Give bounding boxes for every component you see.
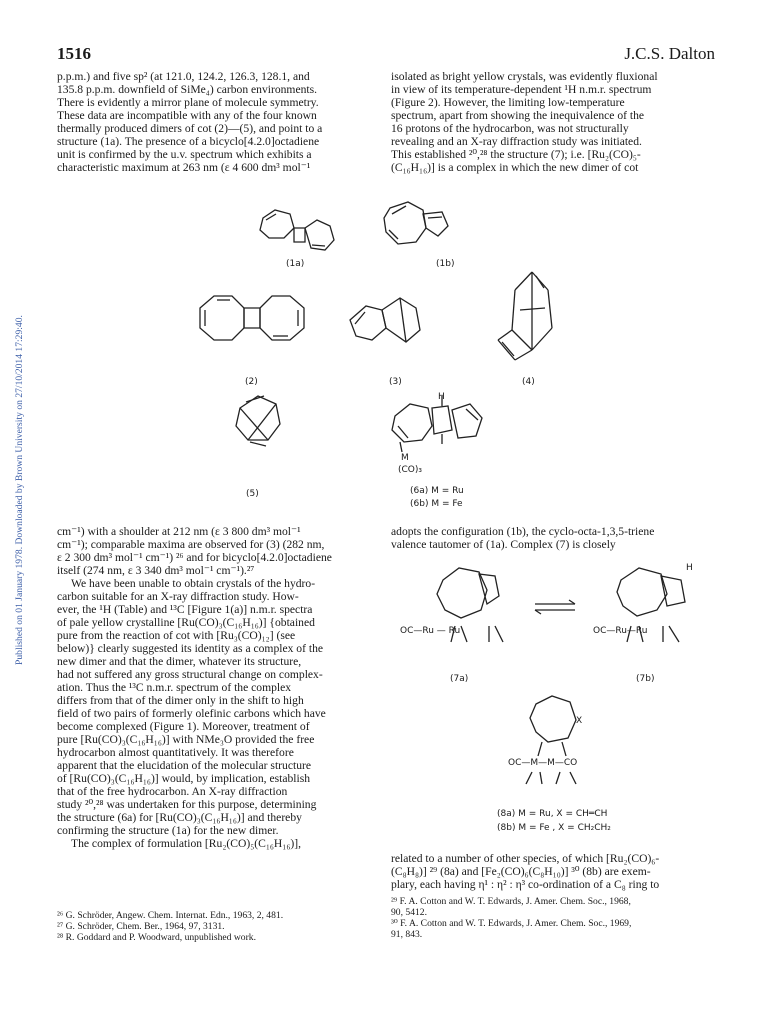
complex-7-figure [395,560,715,680]
text-line: of [Ru(CO)₃(C₁₆H₁₆)] would, by implication, establish [57,772,311,785]
footnote: 91, 843. [391,929,423,940]
text-line: valence tautomer of (1a). Complex (7) is closely [391,538,616,551]
text-line: differs from that of the dimer only in the shift to high [57,694,304,707]
journal-name: J.C.S. Dalton [624,44,715,63]
structure-1b [384,202,448,244]
complex-7a-rudimer: OC—Ru — Ru [400,626,461,636]
text-line: carbon suitable for an X-ray diffraction study. How- [57,590,299,603]
text-line: 16 protons of the hydrocarbon, was not structurally [391,122,629,135]
text-line: the structure (6a) for [Ru(CO)₃(C₁₆H₁₆)] and thereby [57,811,302,824]
text-line: characteristic maximum at 263 nm (ε 4 600 dm³ mol⁻¹ [57,161,311,174]
structure-2 [200,296,304,340]
footnote: ²⁶ G. Schröder, Angew. Chem. Internat. Edn., 1963, 2, 481. [57,910,284,921]
text-line: spectrum, apart from showing the inequivalence of the [391,109,645,122]
download-watermark [14,210,28,770]
text-line: We have been unable to obtain crystals of the hydro- [71,577,316,590]
label-3: (3) [389,377,402,387]
structure-3 [350,298,420,342]
text-line: This established ²⁰,²⁸ the structure (7); i.e. [Ru₂(CO)₅- [391,148,641,161]
text-line: apparent that the elucidation of the molecular structure [57,759,311,772]
label-5: (5) [246,489,259,499]
complex-8-mdimer: OC—M—M—CO [508,758,578,768]
label-6-co: (CO)₃ [398,465,422,475]
text-line: ever, the ¹H (Table) and ¹³C [Figure 1(a)] n.m.r. spectra [57,603,313,616]
complex-7b-rudimer: OC—Ru—Ru [593,626,648,636]
text-line: revealing and an X-ray diffraction study was initiated. [391,135,642,148]
label-6b: (6b) M = Fe [410,499,463,509]
complex-8-x: X [576,716,583,726]
footnotes-left [57,910,375,943]
label-7a: (7a) [450,674,469,684]
text-line: ε 2 300 dm³ mol⁻¹ cm⁻¹) ²⁶ and for bicyclo[4.2.0]octadiene [57,551,332,564]
text-line: that of the free hydrocarbon. An X-ray diffraction [57,785,288,798]
text-line: ation. Thus the ¹³C n.m.r. spectrum of the complex [57,681,292,694]
complex-7b-h: H [686,563,693,573]
footnote: 90, 5412. [391,907,427,918]
text-line: cm⁻¹); comparable maxima are observed for (3) (282 nm, [57,538,325,551]
structure-6 [392,396,482,452]
text-line: p.p.m.) and five sp² (at 121.0, 124.2, 126.3, 128.1, and [57,70,310,83]
structure-5 [236,396,280,446]
label-6-m: M [401,453,409,463]
text-line: related to a number of other species, of which [Ru₂(CO)₆- [391,852,660,865]
label-7b: (7b) [636,674,655,684]
bottom-left-column [57,525,375,850]
bottom-right-top [391,525,713,551]
text-line: cm⁻¹) with a shoulder at 212 nm (ε 3 800 dm³ mol⁻¹ [57,525,301,538]
text-line: 135.8 p.p.m. downfield of SiMe₄) carbon environments. [57,83,318,96]
text-line: adopts the configuration (1b), the cyclo-octa-1,3,5-triene [391,525,655,538]
label-4: (4) [522,377,535,387]
text-line: of pale yellow crystalline [Ru(CO)₃(C₁₆H₁₆)] {obtained [57,616,315,629]
text-line: thermally produced dimers of cot (2)—(5), and point to a [57,122,323,135]
label-1b: (1b) [436,259,455,269]
text-line: in view of its temperature-dependent ¹H n.m.r. spectrum [391,83,652,96]
text-line: below)} clearly suggested its identity as a complex of the [57,642,324,655]
text-line: study ²⁰,²⁸ was undertaken for this purpose, determining [57,798,317,811]
text-line: (C₈H₈)] ²⁹ (8a) and [Fe₂(CO)₆(C₈H₁₀)] ³⁰ (8b) are exem- [391,865,651,878]
text-line: (Figure 2). However, the limiting low-temperature [391,96,625,109]
text-line: (C₁₆H₁₆)] is a complex in which the new dimer of cot [391,161,639,174]
text-line: unit is confirmed by the u.v. spectrum which exhibits a [57,148,312,161]
label-8b: (8b) M = Fe , X = CH₂CH₂ [497,823,611,833]
footnote: ²⁷ G. Schröder, Chem. Ber., 1964, 97, 3131. [57,921,225,932]
text-line: new dimer and that the dimer, whatever its structure, [57,655,302,668]
label-1a: (1a) [286,259,305,269]
text-line: These data are incompatible with any of the four known [57,109,317,122]
structure-1a [260,210,334,250]
text-line: pure [Ru(CO)₃(C₁₆H₁₆)] with NMe₃O provided the free [57,733,315,746]
text-line: structure (1a). The presence of a bicyclo[4.2.0]octadiene [57,135,320,148]
text-line: confirming the structure (1a) for the new dimer. [57,824,279,837]
text-line: itself (274 nm, ε 3 340 dm³ mol⁻¹ cm⁻¹).²⁷ [57,564,255,577]
footnotes-right [391,896,713,940]
text-line: hydrocarbon almost quantitatively. It was therefore [57,746,294,759]
label-8a: (8a) M = Ru, X = CH═CH [497,809,608,819]
label-6-h: H [438,392,445,402]
label-2: (2) [245,377,258,387]
text-line: There is evidently a mirror plane of molecule symmetry. [57,96,319,109]
structures-figure [180,190,620,510]
bottom-right-end [391,852,713,891]
label-6a: (6a) M = Ru [410,486,464,496]
text-line: had not suffered any gross structural change on complex- [57,668,323,681]
complex-8-figure [490,690,610,800]
page-number: 1516 [57,44,91,63]
footnote: ²⁸ R. Goddard and P. Woodward, unpublished work. [57,932,256,943]
structure-4 [498,272,552,360]
text-line: plary, each having η¹ : η² : η³ co-ordination of a C₈ ring to [391,878,660,891]
text-line: pure from the reaction of cot with [Ru₃(CO)₁₂] (see [57,629,296,642]
text-line: field of two pairs of formerly olefinic carbons which have [57,707,326,720]
text-line: become complexed (Figure 1). Moreover, treatment of [57,720,310,733]
top-left-column [57,70,375,174]
footnote: ³⁰ F. A. Cotton and W. T. Edwards, J. Amer. Chem. Soc., 1969, [391,918,632,929]
text-line: The complex of formulation [Ru₂(CO)₅(C₁₆H₁₆)], [71,837,301,850]
top-right-column [391,70,713,174]
text-line: isolated as bright yellow crystals, was evidently fluxional [391,70,658,83]
footnote: ²⁹ F. A. Cotton and W. T. Edwards, J. Amer. Chem. Soc., 1968, [391,896,631,907]
download-note: Published on 01 January 1978. Downloaded by Brown University on 27/10/2014 17:29:40. [14,315,25,665]
